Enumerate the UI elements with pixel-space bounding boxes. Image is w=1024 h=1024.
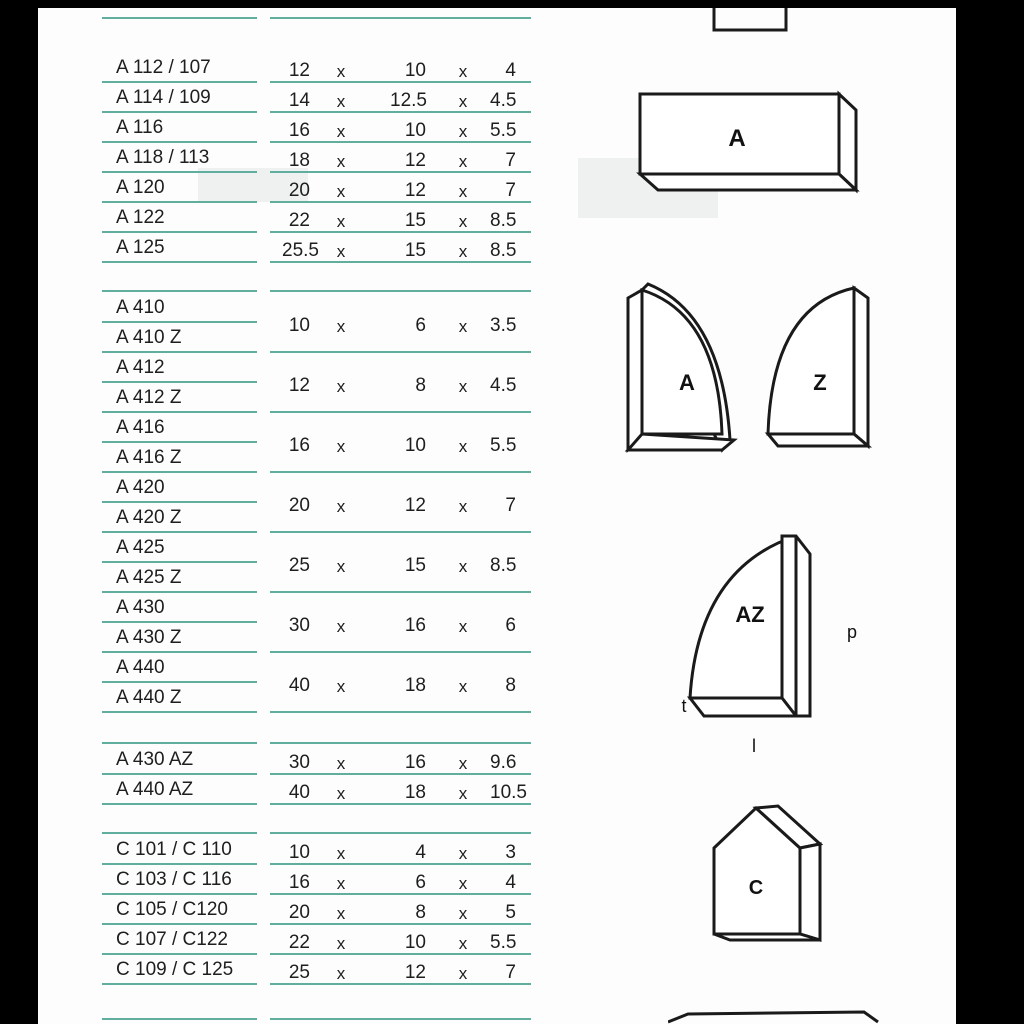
times-sign: x (458, 784, 468, 803)
dimension-t: t (681, 696, 687, 716)
product-code: A 116 (116, 117, 164, 138)
row-rule (270, 923, 531, 925)
row-rule (270, 531, 531, 533)
width-cell: 12 (404, 150, 426, 171)
row-rule (102, 863, 257, 865)
row-rule (102, 1018, 257, 1020)
times-sign: x (336, 754, 346, 773)
thickness-cell: 8.5 (490, 555, 517, 576)
thickness-cell: 4 (505, 872, 516, 893)
length-cell: 14 (288, 90, 310, 111)
times-sign: x (336, 212, 346, 231)
row-rule (270, 1018, 531, 1020)
thickness-cell: 6 (505, 615, 516, 636)
times-sign: x (458, 377, 468, 396)
width-cell: 15 (404, 555, 426, 576)
width-cell: 10 (404, 932, 426, 953)
times-sign: x (458, 242, 468, 261)
times-sign: x (336, 844, 346, 863)
thickness-cell: 8 (505, 675, 516, 696)
times-sign: x (458, 182, 468, 201)
thickness-cell: 4.5 (490, 375, 517, 396)
thickness-cell: 3 (505, 842, 516, 863)
row-rule (102, 621, 257, 623)
thickness-cell: 5 (505, 902, 516, 923)
row-rule (102, 531, 257, 533)
product-code: C 105 / C120 (116, 899, 228, 920)
length-cell: 10 (288, 315, 310, 336)
row-rule (270, 141, 531, 143)
product-code: A 440 AZ (116, 779, 194, 800)
row-rule (102, 141, 257, 143)
row-rule (270, 651, 531, 653)
row-rule (270, 231, 531, 233)
product-code: A 420 Z (116, 507, 182, 528)
row-rule (102, 591, 257, 593)
thickness-cell: 5.5 (490, 120, 517, 141)
times-sign: x (336, 964, 346, 983)
product-code: A 114 / 109 (116, 87, 211, 108)
row-rule (270, 290, 531, 292)
times-sign: x (458, 904, 468, 923)
width-cell: 10 (404, 120, 426, 141)
times-sign: x (458, 92, 468, 111)
product-code: A 430 Z (116, 627, 182, 648)
row-rule (102, 983, 257, 985)
times-sign: x (336, 122, 346, 141)
times-sign: x (458, 844, 468, 863)
width-cell: 10 (404, 435, 426, 456)
length-cell: 20 (288, 180, 310, 201)
shape-left-label: A (679, 370, 695, 395)
times-sign: x (336, 934, 346, 953)
times-sign: x (336, 784, 346, 803)
length-cell: 18 (288, 150, 310, 171)
times-sign: x (458, 617, 468, 636)
width-cell: 16 (404, 752, 426, 773)
row-rule (102, 81, 257, 83)
width-cell: 6 (415, 315, 426, 336)
width-cell: 18 (404, 782, 426, 803)
shape-a-block (634, 88, 864, 208)
row-rule (102, 261, 257, 263)
product-code: A 410 Z (116, 327, 182, 348)
product-code: A 425 Z (116, 567, 182, 588)
times-sign: x (458, 437, 468, 456)
right-screen-edge (956, 0, 1024, 1024)
thickness-cell: 5.5 (490, 932, 517, 953)
row-rule (270, 863, 531, 865)
length-cell: 10 (288, 842, 310, 863)
row-rule (270, 953, 531, 955)
row-rule (102, 411, 257, 413)
thickness-cell: 7 (505, 180, 516, 201)
row-rule (102, 923, 257, 925)
product-code: A 410 (116, 297, 165, 318)
product-code: A 125 (116, 237, 165, 258)
product-code: A 416 (116, 417, 165, 438)
row-rule (270, 171, 531, 173)
row-rule (102, 290, 257, 292)
times-sign: x (458, 497, 468, 516)
times-sign: x (336, 677, 346, 696)
product-code: A 416 Z (116, 447, 182, 468)
thickness-cell: 3.5 (490, 315, 517, 336)
width-cell: 15 (404, 210, 426, 231)
row-rule (102, 111, 257, 113)
row-rule (102, 803, 257, 805)
shape-a-label: A (728, 125, 746, 152)
shape-c-label: C (748, 877, 764, 899)
product-code: C 107 / C122 (116, 929, 228, 950)
times-sign: x (336, 152, 346, 171)
product-code: A 118 / 113 (116, 147, 210, 168)
product-code: C 103 / C 116 (116, 869, 232, 890)
times-sign: x (336, 377, 346, 396)
row-rule (102, 321, 257, 323)
row-rule (102, 441, 257, 443)
length-cell: 25 (288, 555, 310, 576)
length-cell: 40 (288, 782, 310, 803)
product-code: A 112 / 107 (116, 57, 211, 78)
length-cell: 30 (288, 752, 310, 773)
thickness-cell: 8.5 (490, 210, 517, 231)
length-cell: 12 (288, 375, 310, 396)
product-code: A 412 (116, 357, 165, 378)
product-code: A 420 (116, 477, 165, 498)
width-cell: 6 (415, 872, 426, 893)
row-rule (102, 711, 257, 713)
width-cell: 12 (404, 495, 426, 516)
length-cell: 20 (288, 495, 310, 516)
row-rule (270, 742, 531, 744)
row-rule (102, 171, 257, 173)
product-code: A 425 (116, 537, 165, 558)
times-sign: x (458, 557, 468, 576)
product-code: C 109 / C 125 (116, 959, 234, 980)
times-sign: x (336, 497, 346, 516)
times-sign: x (336, 62, 346, 81)
length-cell: 20 (288, 902, 310, 923)
row-rule (270, 17, 531, 19)
row-rule (102, 832, 257, 834)
width-cell: 12 (404, 962, 426, 983)
times-sign: x (458, 317, 468, 336)
product-code: C 101 / C 110 (116, 839, 232, 860)
width-cell: 10 (404, 60, 426, 81)
row-rule (102, 561, 257, 563)
row-rule (102, 501, 257, 503)
row-rule (102, 201, 257, 203)
times-sign: x (336, 617, 346, 636)
row-rule (102, 953, 257, 955)
times-sign: x (336, 437, 346, 456)
times-sign: x (458, 122, 468, 141)
shape-right-label: Z (813, 370, 827, 395)
times-sign: x (336, 92, 346, 111)
length-cell: 16 (288, 872, 310, 893)
length-cell: 22 (288, 210, 310, 231)
thickness-cell: 4 (505, 60, 516, 81)
row-rule (102, 17, 257, 19)
shape-az-block (668, 528, 868, 758)
row-rule (102, 893, 257, 895)
row-rule (102, 742, 257, 744)
length-cell: 40 (288, 675, 310, 696)
width-cell: 8 (415, 902, 426, 923)
width-cell: 16 (404, 615, 426, 636)
width-cell: 18 (404, 675, 426, 696)
times-sign: x (336, 874, 346, 893)
length-cell: 25.5 (282, 240, 319, 261)
times-sign: x (458, 212, 468, 231)
row-rule (270, 983, 531, 985)
catalog-page (38, 8, 956, 1024)
row-rule (270, 81, 531, 83)
row-rule (102, 773, 257, 775)
row-rule (270, 803, 531, 805)
width-cell: 8 (415, 375, 426, 396)
times-sign: x (458, 62, 468, 81)
row-rule (102, 351, 257, 353)
product-code: A 440 (116, 657, 165, 678)
times-sign: x (336, 182, 346, 201)
length-cell: 22 (288, 932, 310, 953)
row-rule (102, 651, 257, 653)
row-rule (102, 471, 257, 473)
product-code: A 122 (116, 207, 165, 228)
row-rule (270, 711, 531, 713)
times-sign: x (336, 317, 346, 336)
thickness-cell: 10.5 (490, 782, 527, 803)
row-rule (270, 893, 531, 895)
times-sign: x (458, 754, 468, 773)
shape-az-label: AZ (735, 602, 765, 627)
product-code: A 412 Z (116, 387, 182, 408)
row-rule (102, 381, 257, 383)
row-rule (270, 773, 531, 775)
thickness-cell: 7 (505, 150, 516, 171)
thickness-cell: 9.6 (490, 752, 517, 773)
length-cell: 25 (288, 962, 310, 983)
row-rule (102, 681, 257, 683)
width-cell: 12 (404, 180, 426, 201)
top-screen-edge (0, 0, 1024, 8)
thickness-cell: 8.5 (490, 240, 517, 261)
dimension-p: p (846, 622, 858, 642)
row-rule (270, 351, 531, 353)
times-sign: x (336, 904, 346, 923)
dimension-l: l (752, 736, 756, 756)
width-cell: 12.5 (390, 90, 427, 111)
times-sign: x (336, 242, 346, 261)
row-rule (270, 471, 531, 473)
thickness-cell: 4.5 (490, 90, 517, 111)
row-rule (270, 201, 531, 203)
product-code: A 430 (116, 597, 165, 618)
product-code: A 120 (116, 177, 165, 198)
width-cell: 4 (415, 842, 426, 863)
row-rule (102, 231, 257, 233)
product-code: A 440 Z (116, 687, 182, 708)
shape-az-pair (618, 274, 888, 464)
times-sign: x (458, 934, 468, 953)
times-sign: x (458, 152, 468, 171)
length-cell: 16 (288, 435, 310, 456)
times-sign: x (458, 874, 468, 893)
thickness-cell: 5.5 (490, 435, 517, 456)
times-sign: x (458, 964, 468, 983)
thickness-cell: 7 (505, 495, 516, 516)
shape-partial-bottom (668, 1004, 888, 1024)
product-code: A 430 AZ (116, 749, 194, 770)
times-sign: x (458, 677, 468, 696)
row-rule (270, 832, 531, 834)
shape-c-block (704, 802, 844, 954)
row-rule (270, 591, 531, 593)
length-cell: 16 (288, 120, 310, 141)
length-cell: 12 (288, 60, 310, 81)
times-sign: x (336, 557, 346, 576)
row-rule (270, 411, 531, 413)
length-cell: 30 (288, 615, 310, 636)
shape-partial-top (698, 8, 798, 44)
row-rule (270, 261, 531, 263)
row-rule (270, 111, 531, 113)
width-cell: 15 (404, 240, 426, 261)
thickness-cell: 7 (505, 962, 516, 983)
